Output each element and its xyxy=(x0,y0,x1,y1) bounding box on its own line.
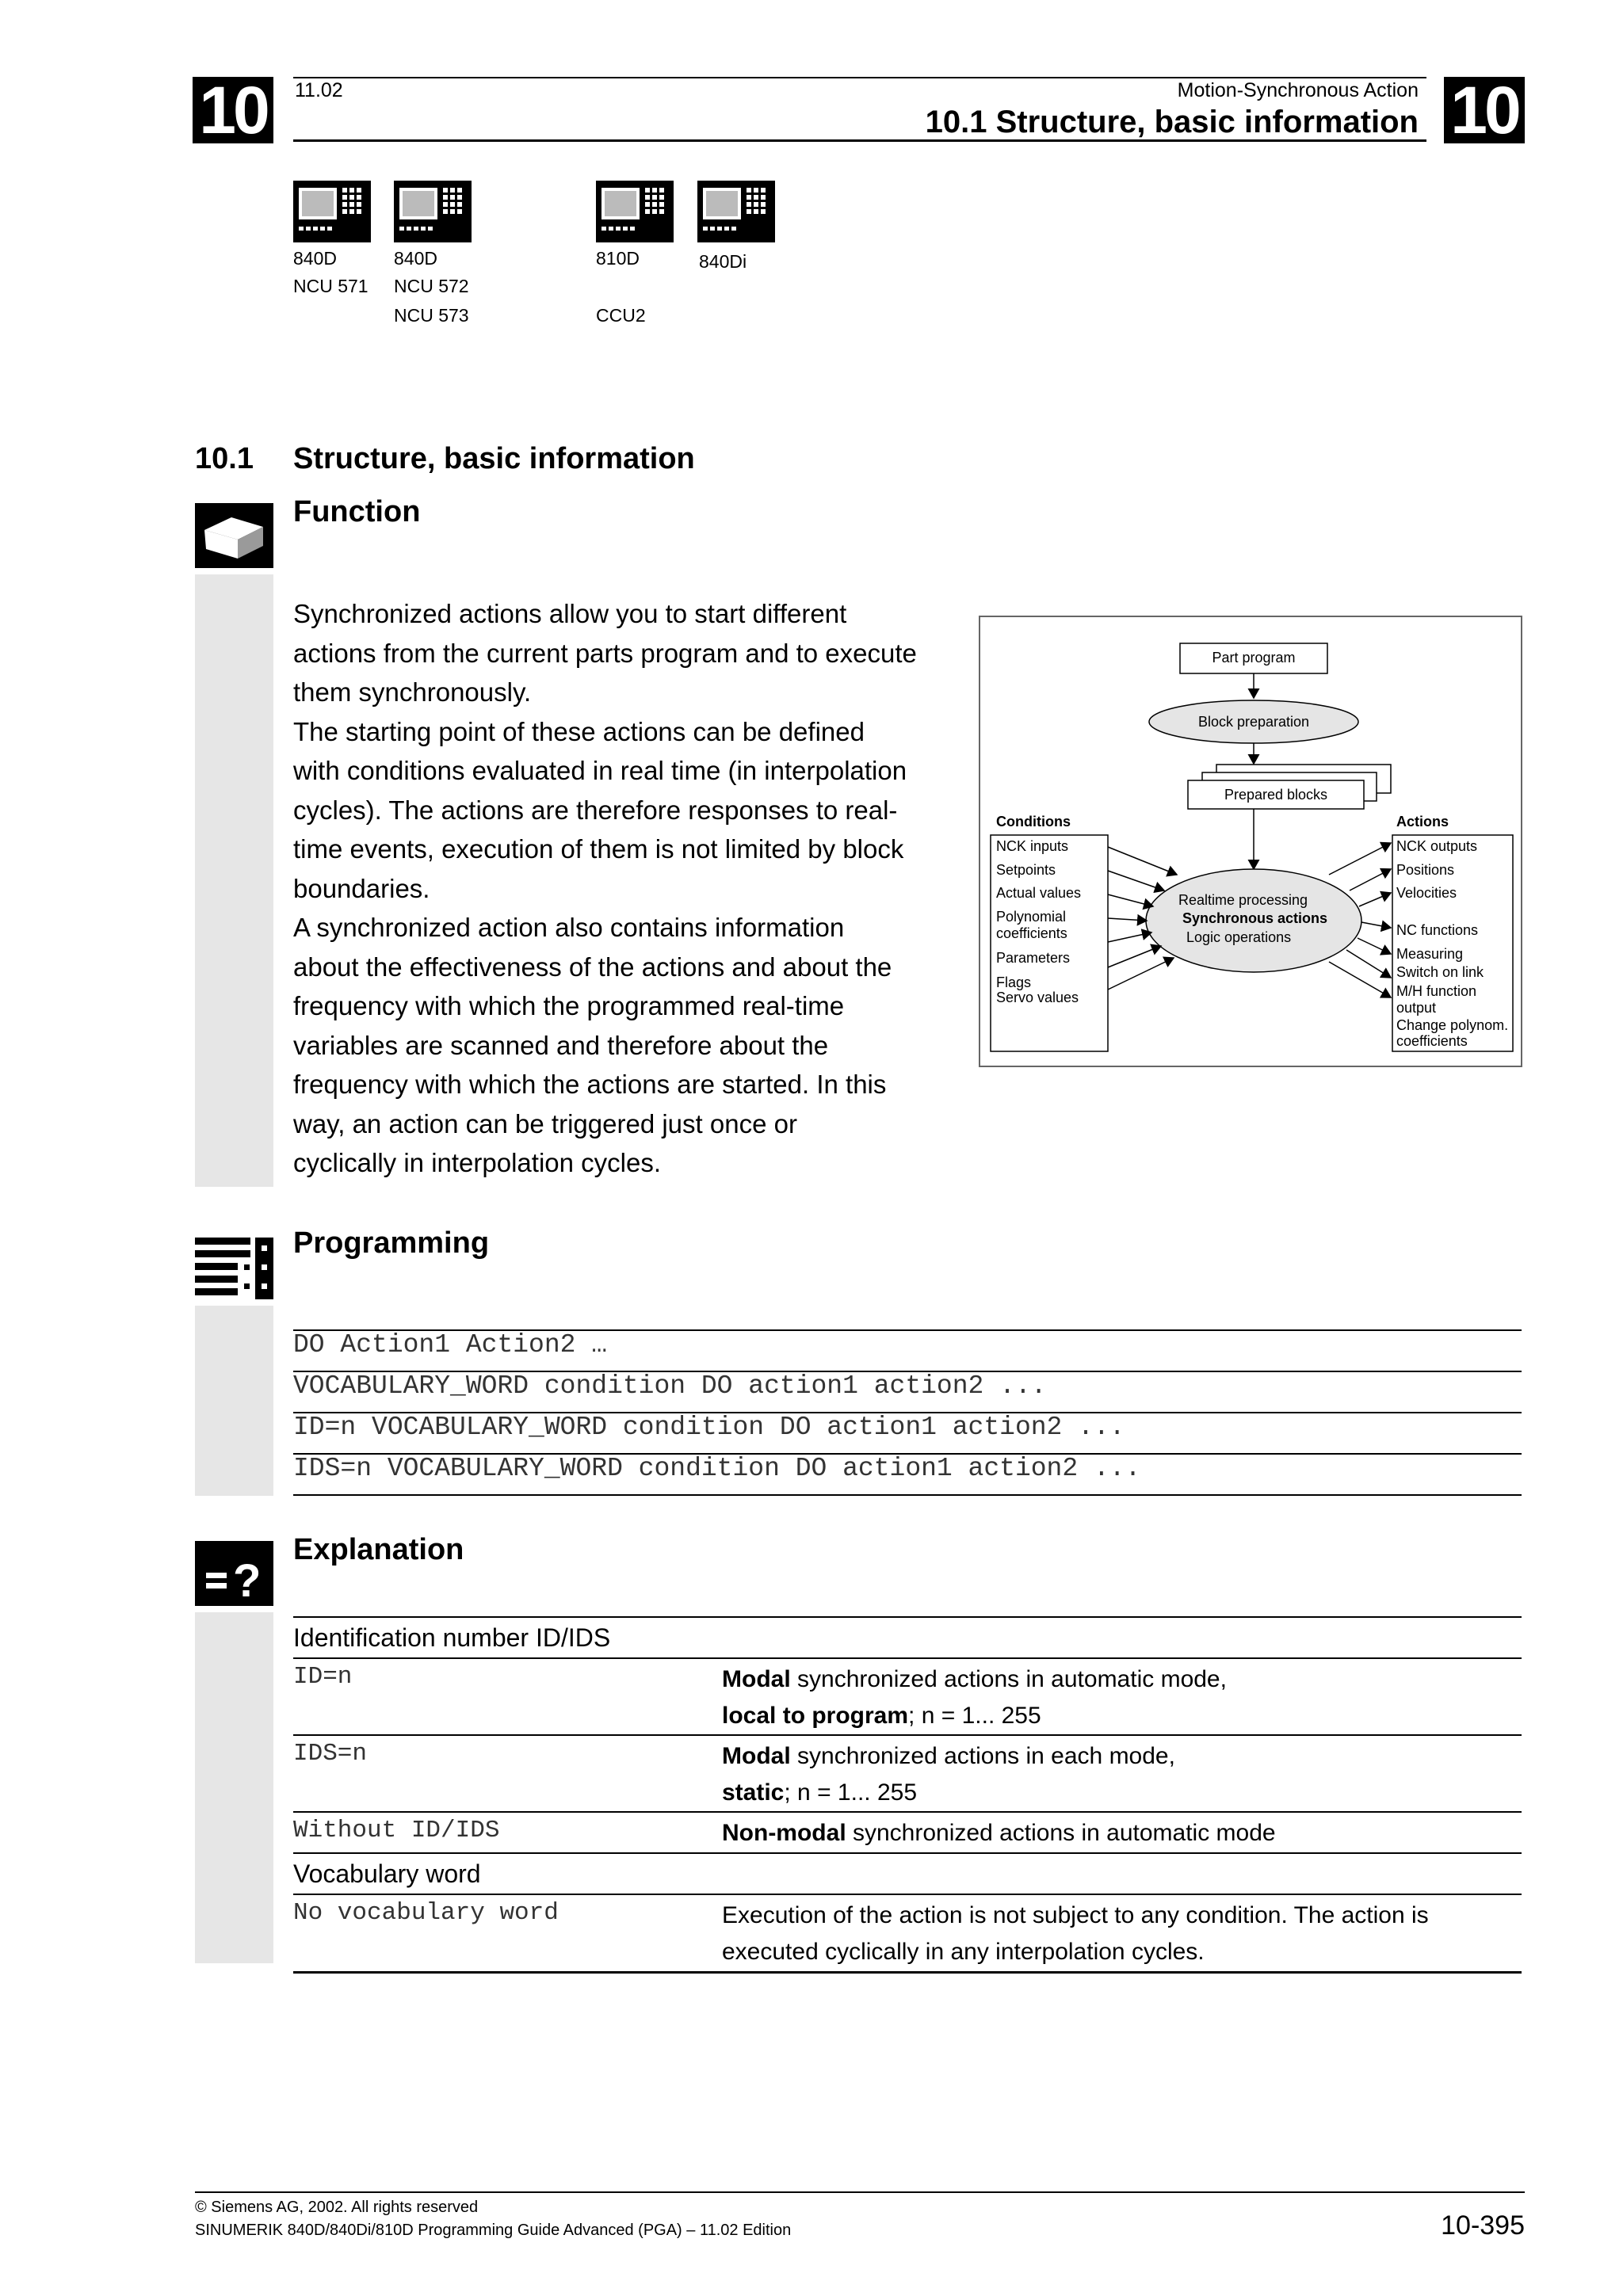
description-line xyxy=(722,1815,1276,1852)
header-bottom-rule xyxy=(293,139,1426,142)
diagram-condition-item: NCK inputs xyxy=(996,838,1069,854)
explanation-rule xyxy=(293,1734,1522,1736)
programming-row: ID=n VOCABULARY_WORD condition DO action1 action2 ... xyxy=(293,1413,1125,1442)
diagram-condition-item: Servo values xyxy=(996,990,1079,1005)
explanation-rule xyxy=(293,1616,1522,1618)
description-line xyxy=(722,1738,1175,1775)
text-line: Synchronized actions allow you to start different xyxy=(293,599,847,628)
footer-rule xyxy=(195,2191,1525,2193)
programming-rule xyxy=(293,1494,1522,1496)
diagram-action-item: output xyxy=(1396,1000,1437,1016)
text-line: time events, execution of them is not limited by block xyxy=(293,834,904,864)
diagram-part-program: Part program xyxy=(1212,650,1296,666)
text-line: way, an action can be triggered just once or xyxy=(293,1108,797,1138)
chapter-tab-right: 10 xyxy=(1444,77,1525,143)
diagram-condition-item: Setpoints xyxy=(996,862,1056,878)
text-line: with conditions evaluated in real time (in interpolation xyxy=(293,756,907,785)
control-label-model: 810D xyxy=(596,248,640,269)
diagram-condition-item: Parameters xyxy=(996,950,1071,966)
function-paragraph xyxy=(293,594,967,1183)
description-text: synchronized actions in automatic mode xyxy=(846,1820,1276,1846)
text-line: them synchronously. xyxy=(293,677,532,707)
function-heading: Function xyxy=(293,495,421,528)
header-top-rule xyxy=(293,77,1426,78)
diagram-action-item: coefficients xyxy=(1396,1033,1468,1049)
control-label-model: 840D xyxy=(293,248,337,269)
explanation-term: No vocabulary word xyxy=(293,1899,559,1927)
text-line: A synchronized action also contains information xyxy=(293,913,845,942)
description-bold: local to program xyxy=(722,1703,909,1729)
control-label-ncu: CCU2 xyxy=(596,305,646,326)
control-label-model: 840Di xyxy=(699,251,747,272)
diagram-actions-title: Actions xyxy=(1396,814,1449,830)
control-icon-840d-b xyxy=(394,181,472,242)
control-icon-840d-a xyxy=(293,181,371,242)
text-line: about the effectiveness of the actions and about the xyxy=(293,952,892,982)
explanation-sidebar xyxy=(195,1612,273,1963)
description-text: ; n = 1... 255 xyxy=(784,1779,917,1806)
diagram-realtime-processing: Realtime processing xyxy=(1178,892,1308,908)
diagram-action-item: M/H function xyxy=(1396,983,1477,999)
explanation-description xyxy=(722,1815,1276,1852)
text-line: variables are scanned and therefore about the xyxy=(293,1030,829,1060)
description-line xyxy=(722,1661,1227,1698)
control-label-model: 840D xyxy=(394,248,437,269)
text-line: actions from the current parts program and to execute xyxy=(293,638,917,668)
description-line xyxy=(722,1698,1227,1734)
diagram-condition-item: coefficients xyxy=(996,925,1067,941)
svg-text:?: ? xyxy=(233,1555,262,1606)
explanation-term: ID=n xyxy=(293,1663,353,1691)
description-bold: Non-modal xyxy=(722,1820,846,1846)
text-line: frequency with which the programmed real-time xyxy=(293,991,845,1020)
section-title: Structure, basic information xyxy=(293,442,695,475)
diagram-action-item: Change polynom. xyxy=(1396,1017,1509,1033)
header-section-title: 10.1 Structure, basic information xyxy=(925,105,1419,139)
description-line: executed cyclically in any interpolation cycles. xyxy=(722,1939,1205,1965)
section-number: 10.1 xyxy=(195,442,254,475)
description-line: Execution of the action is not subject to any condition. The action is xyxy=(722,1902,1429,1928)
explanation-icon xyxy=(195,1541,273,1606)
text-line: The starting point of these actions can be defined xyxy=(293,716,865,746)
function-sidebar xyxy=(195,574,273,1187)
diagram-condition-item: Actual values xyxy=(996,885,1082,901)
explanation-description xyxy=(722,1897,1429,1970)
control-label-ncu: NCU 572 xyxy=(394,276,469,296)
explanation-heading: Explanation xyxy=(293,1533,464,1566)
description-text: synchronized actions in automatic mode, xyxy=(790,1666,1227,1692)
description-bold: static xyxy=(722,1779,785,1806)
header-chapter-title: Motion-Synchronous Action xyxy=(1177,79,1419,101)
diagram-action-item: Measuring xyxy=(1396,946,1464,962)
control-icon-810d xyxy=(596,181,674,242)
control-label-ncu: NCU 571 xyxy=(293,276,369,296)
control-icon-840di xyxy=(697,181,775,242)
diagram-action-item: NC functions xyxy=(1396,922,1479,938)
text-line: cyclically in interpolation cycles. xyxy=(293,1148,662,1177)
diagram-synchronous-actions: Synchronous actions xyxy=(1182,910,1328,926)
diagram-prepared-blocks: Prepared blocks xyxy=(1224,787,1328,803)
footer-page-number: 10-395 xyxy=(1441,2210,1525,2241)
text-line: boundaries. xyxy=(293,873,430,903)
programming-row: VOCABULARY_WORD condition DO action1 action2 ... xyxy=(293,1371,1047,1401)
explanation-description xyxy=(722,1738,1175,1811)
text-line: frequency with which the actions are started. In this xyxy=(293,1070,887,1099)
programming-icon xyxy=(195,1234,273,1299)
programming-heading: Programming xyxy=(293,1226,490,1260)
explanation-description xyxy=(722,1661,1227,1734)
chapter-tab-left: 10 xyxy=(193,77,273,143)
description-text: synchronized actions in each mode, xyxy=(790,1743,1175,1769)
explanation-rule xyxy=(293,1657,1522,1659)
diagram-action-item: Positions xyxy=(1396,862,1455,878)
explanation-term: Without ID/IDS xyxy=(293,1817,500,1844)
programming-sidebar xyxy=(195,1306,273,1496)
description-bold: Modal xyxy=(722,1666,791,1692)
footer-copyright: © Siemens AG, 2002. All rights reserved xyxy=(195,2199,479,2216)
explanation-rule xyxy=(293,1971,1522,1974)
explanation-term: IDS=n xyxy=(293,1740,368,1768)
diagram-condition-item: Polynomial xyxy=(996,909,1067,925)
diagram-action-item: Switch on link xyxy=(1396,964,1484,980)
text-line: cycles). The actions are therefore responses to real- xyxy=(293,795,898,825)
footer-manual: SINUMERIK 840D/840Di/810D Programming Guide Advanced (PGA) – 11.02 Edition xyxy=(195,2222,792,2239)
explanation-group-title: Vocabulary word xyxy=(293,1859,481,1888)
diagram-block-preparation: Block preparation xyxy=(1197,714,1310,730)
header-date: 11.02 xyxy=(295,79,343,101)
diagram-conditions-title: Conditions xyxy=(996,814,1071,830)
programming-row: IDS=n VOCABULARY_WORD condition DO action1 action2 ... xyxy=(293,1454,1141,1483)
diagram-action-item: NCK outputs xyxy=(1396,838,1478,854)
function-icon xyxy=(195,503,273,568)
explanation-group-title: Identification number ID/IDS xyxy=(293,1623,611,1652)
description-text: ; n = 1... 255 xyxy=(908,1703,1041,1729)
description-line xyxy=(722,1775,1175,1811)
diagram-condition-item: Flags xyxy=(996,974,1032,990)
description-bold: Modal xyxy=(722,1743,791,1769)
sync-actions-diagram xyxy=(979,616,1522,1067)
control-label-ncu: NCU 573 xyxy=(394,305,469,326)
diagram-action-item: Velocities xyxy=(1396,885,1457,901)
diagram-logic-operations: Logic operations xyxy=(1186,929,1292,945)
programming-row: DO Action1 Action2 … xyxy=(293,1330,608,1360)
explanation-rule xyxy=(293,1852,1522,1854)
